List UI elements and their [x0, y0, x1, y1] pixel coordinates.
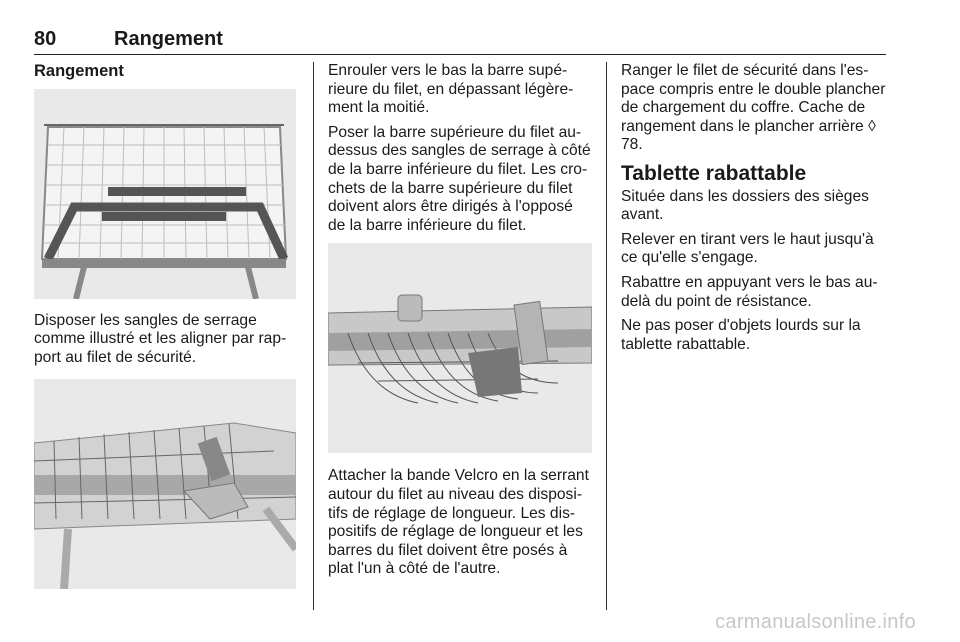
column-1	[34, 62, 296, 589]
section-heading: Rangement	[34, 62, 124, 80]
illustration-net-rolled	[34, 379, 296, 589]
page-number: 80	[34, 28, 57, 50]
page-reference-link[interactable]: 78.	[621, 136, 643, 154]
instruction-text: Ne pas poser d'objets lourds sur la tablette rabattable.	[621, 317, 861, 353]
illustration-velcro-strap	[328, 243, 592, 453]
column-divider-2	[606, 62, 607, 610]
instruction-text: Ranger le filet de sécurité dans l'espace compris entre le double plancher de chargement du coffre. Cache de rangement dans le plancher arrière ◊ 78.	[621, 62, 886, 154]
instruction-text: Attacher la bande Velcro en la serrant autour du filet au niveau des dispositifs de réglage de longueur. Les dispositifs de réglage de longueur et les barres du filet doivent être posés à plat l'un à côté de l'autre.	[328, 467, 589, 578]
instruction-text: Relever en tirant vers le haut jusqu'à ce qu'elle s'engage.	[621, 230, 874, 267]
instruction-text: Poser la barre supérieure du filet au-dessus des sangles de serrage à côté de la barre inférieure du filet. Les crochets de la barre supérieure du filet doivent alors être dirigés à l'opposé de la barre inférieure du filet.	[328, 123, 591, 234]
instruction-text: Rabattre en appuyant vers le bas au-delà du point de résistance.	[621, 273, 878, 310]
page-title: Rangement	[114, 28, 223, 50]
illustration-net-straps	[34, 89, 296, 299]
column-2	[328, 62, 592, 585]
page-reference-arrow-icon: ◊	[868, 117, 876, 135]
column-3	[621, 62, 887, 360]
column-divider-1	[313, 62, 314, 610]
section-heading: Tablette rabattable	[621, 161, 807, 185]
instruction-text: Située dans les dossiers des sièges avant.	[621, 187, 869, 224]
instruction-text: Enrouler vers le bas la barre supérieure du filet, en dépassant légèrement la moitié.	[328, 62, 574, 117]
watermark: carmanualsonline.info	[715, 611, 916, 633]
instruction-text: Disposer les sangles de serrage comme illustré et les aligner par rapport au filet de sécurité.	[34, 311, 287, 366]
page-header	[34, 26, 886, 55]
